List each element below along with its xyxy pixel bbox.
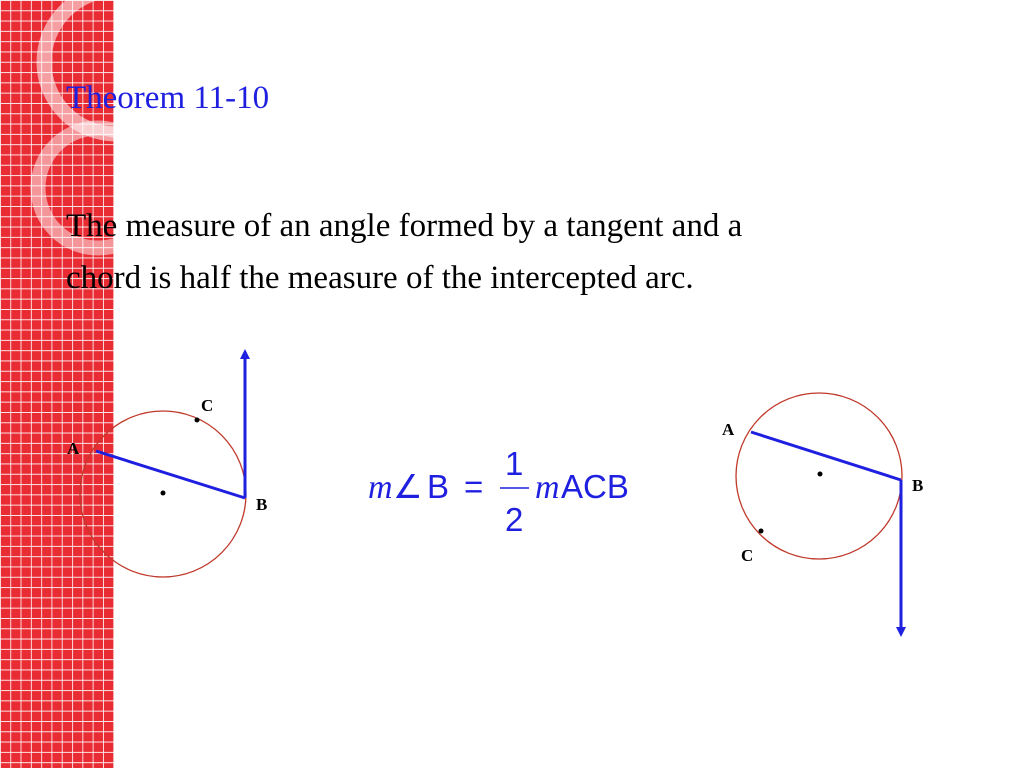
statement-line-1: The measure of an angle formed by a tangent and a — [66, 208, 743, 244]
formula-angle-vertex: B — [427, 468, 450, 505]
formula-m-left: m — [368, 469, 393, 506]
formula-m-right: m — [535, 469, 560, 506]
right-figure — [722, 393, 923, 632]
formula-arc-acb: ACB — [561, 468, 629, 505]
right-center-point — [818, 472, 823, 477]
right-label-c: C — [741, 546, 754, 565]
right-chord-ab — [751, 432, 901, 480]
left-label-a: A — [67, 439, 80, 458]
formula — [368, 445, 629, 538]
theorem-title: Theorem 11-10 — [66, 80, 270, 116]
formula-angle-symbol: ∠ — [393, 468, 423, 505]
right-point-c — [759, 529, 764, 534]
formula-numerator: 1 — [505, 445, 524, 482]
right-label-a: A — [722, 420, 735, 439]
left-figure — [67, 354, 267, 577]
left-center-point — [161, 491, 166, 496]
formula-denominator: 2 — [505, 501, 524, 538]
right-label-b: B — [912, 476, 924, 495]
left-label-c: C — [201, 396, 214, 415]
statement-line-2: chord is half the measure of the intercepted arc. — [66, 260, 694, 296]
left-chord-ab — [96, 451, 245, 498]
left-point-c — [195, 418, 200, 423]
formula-equals: = — [464, 468, 484, 505]
left-label-b: B — [256, 495, 268, 514]
